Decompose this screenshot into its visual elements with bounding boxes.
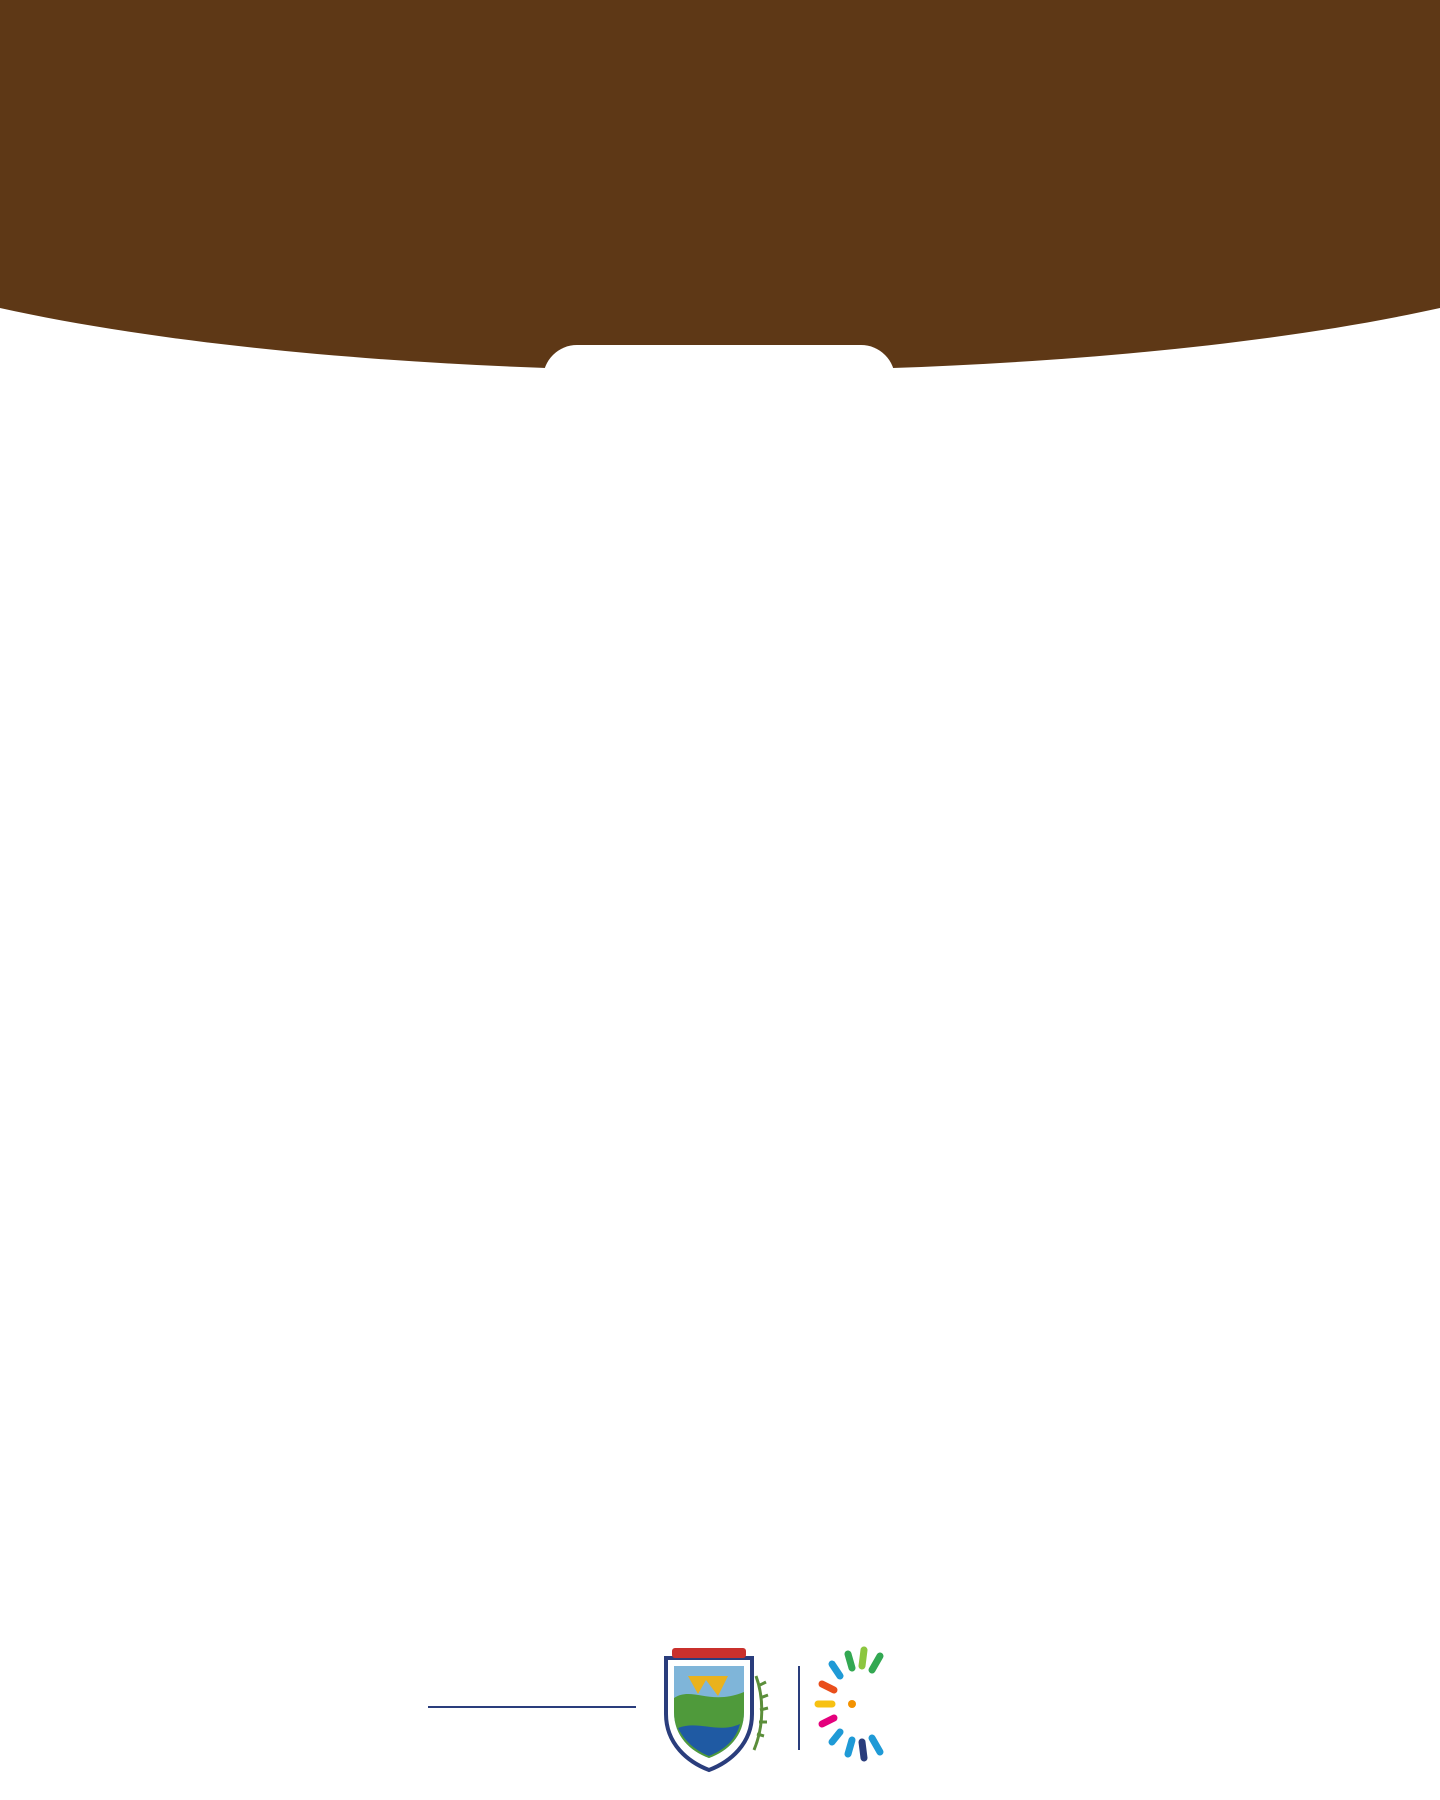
paraiso-burst-icon bbox=[808, 1638, 898, 1778]
footer-logos bbox=[420, 1630, 1040, 1780]
footer-divider bbox=[798, 1666, 800, 1750]
gobernacion-valle bbox=[428, 1704, 636, 1708]
valle-shield-logo bbox=[648, 1636, 788, 1776]
